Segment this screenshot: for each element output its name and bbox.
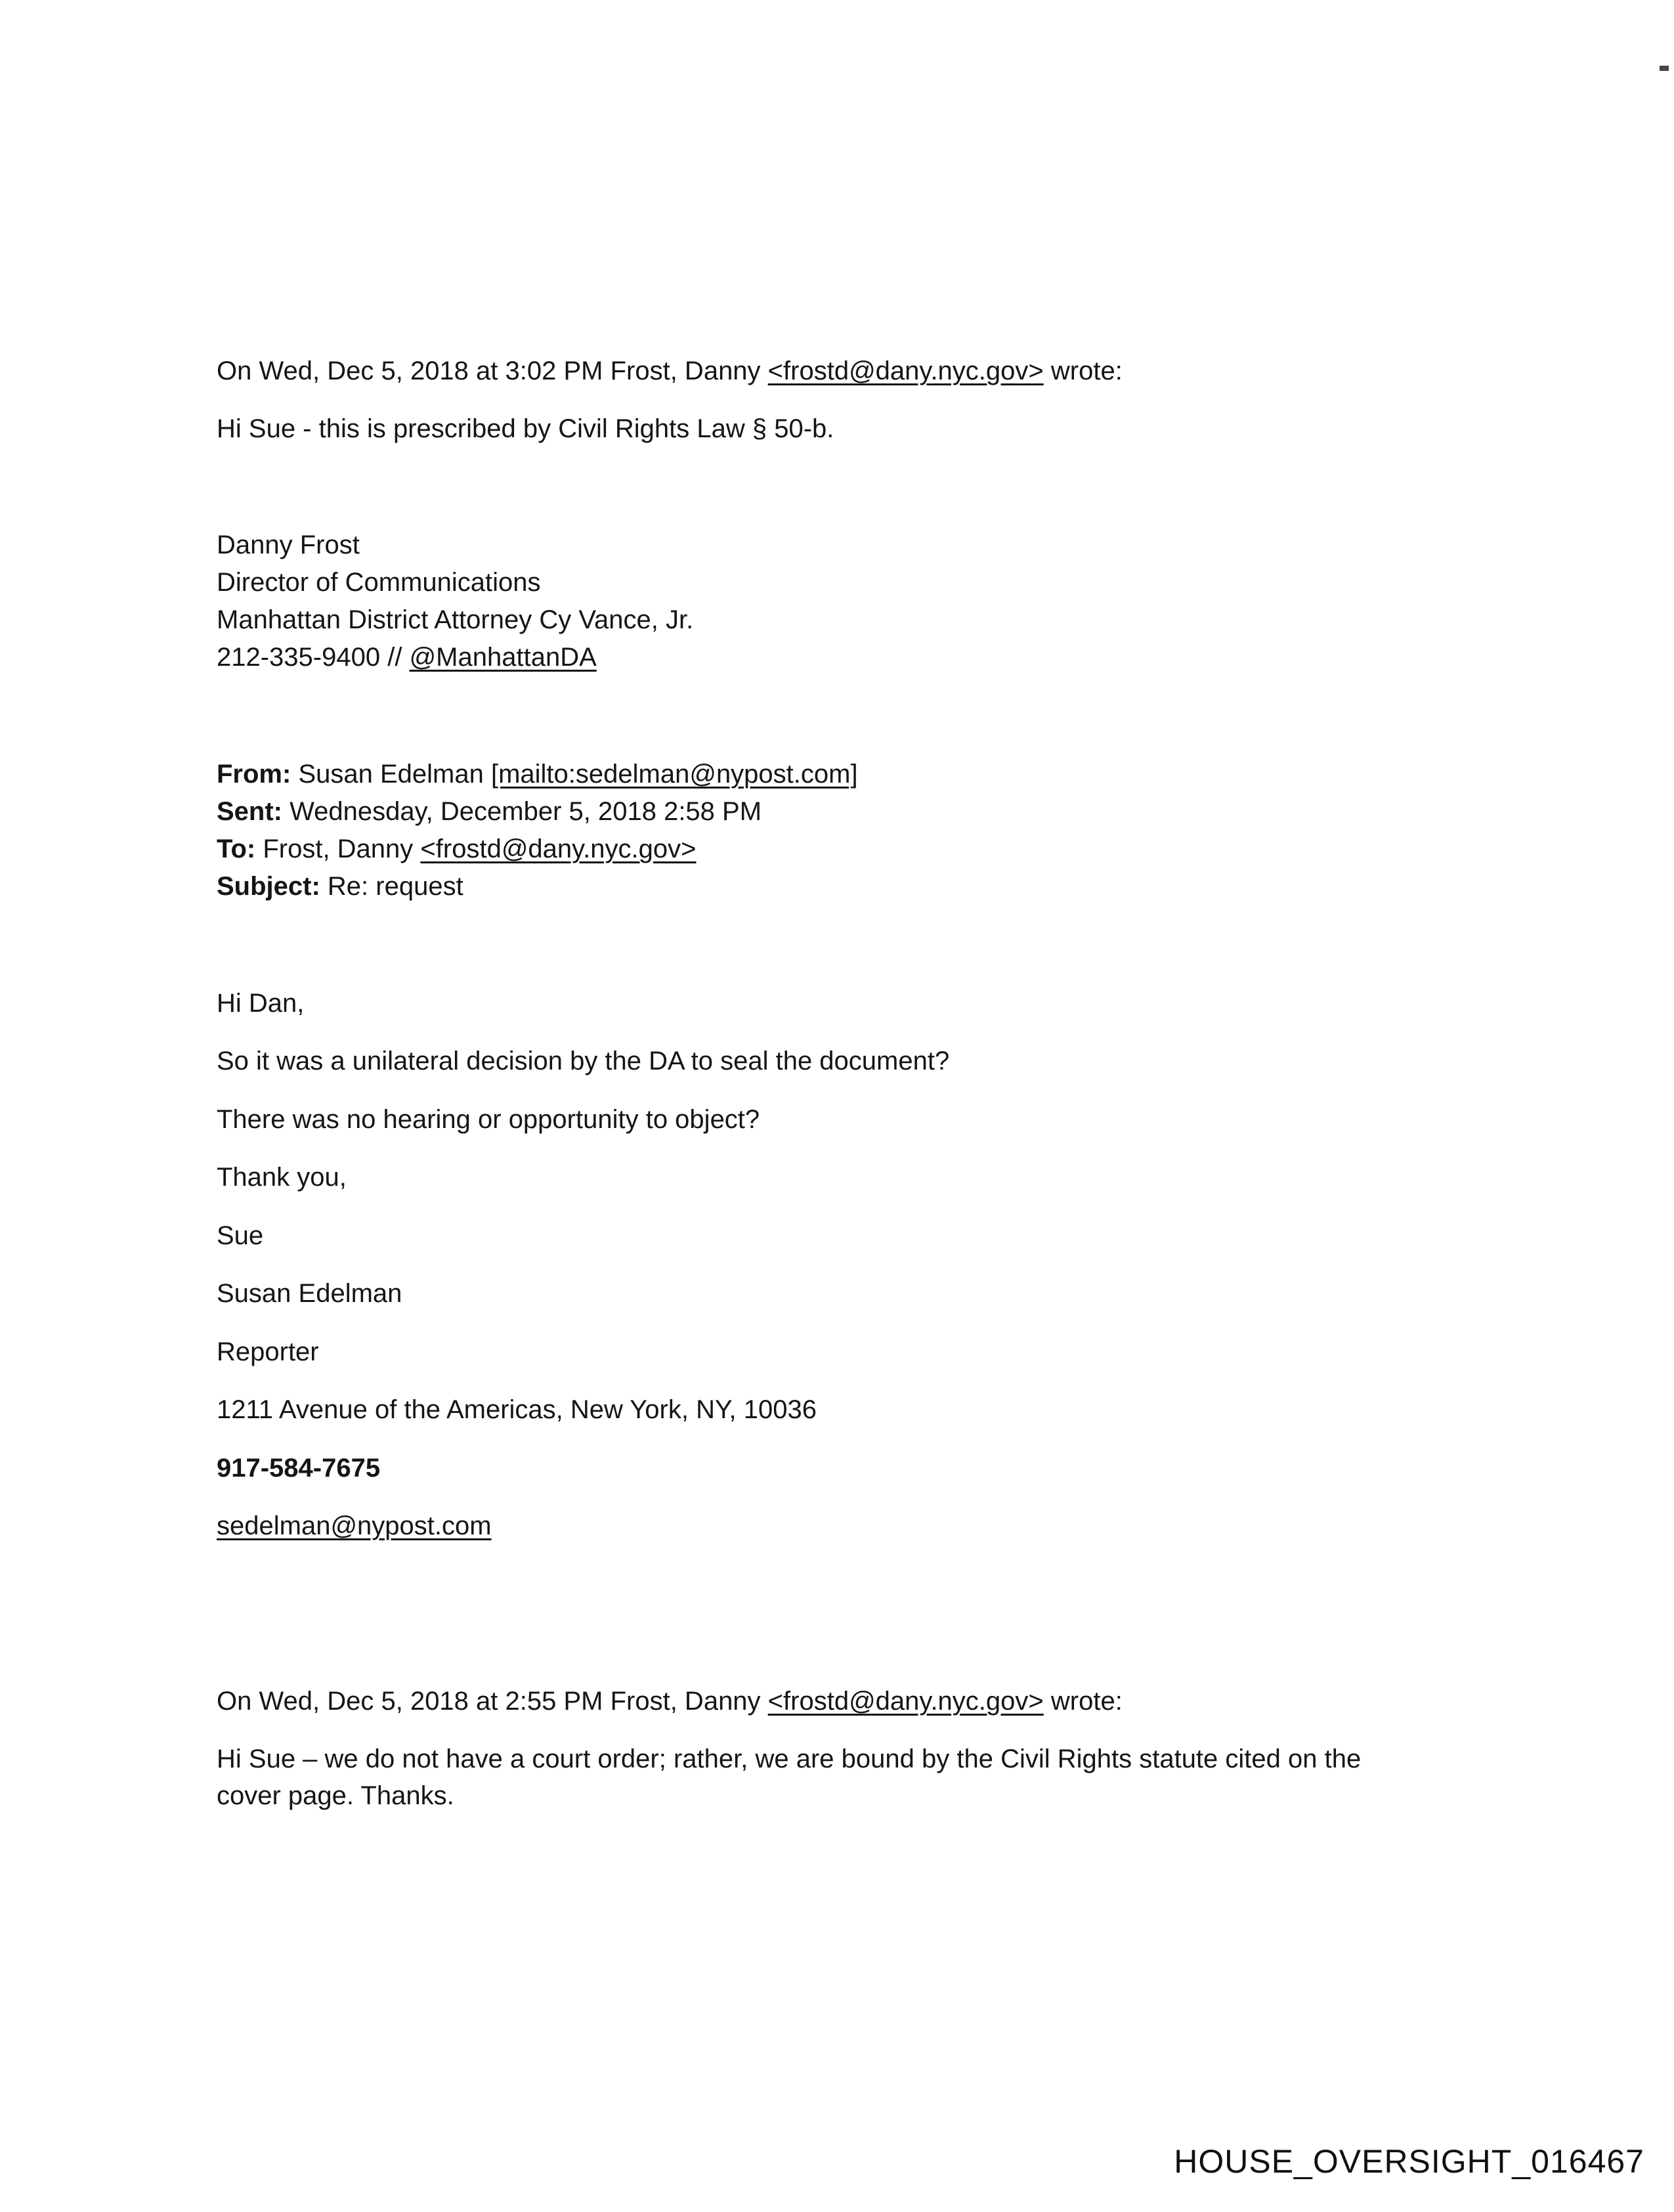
email1-header-text: On Wed, Dec 5, 2018 at 3:02 PM Frost, Danny — [217, 357, 768, 385]
signature-contact — [217, 639, 597, 676]
email1-body: Hi Sue - this is prescribed by Civil Rights Law § 50-b. — [217, 414, 834, 443]
email3-header-suffix: wrote: — [1043, 1687, 1123, 1716]
email2-line1: So it was a unilateral decision by the DA to seal the document? — [217, 1047, 950, 1075]
email1-sender-link[interactable]: <frostd@dany.nyc.gov> — [767, 357, 1044, 385]
from-label: From: — [217, 760, 291, 789]
email2-closing: Thank you, — [217, 1163, 347, 1192]
sent-value: Wednesday, December 5, 2018 2:58 PM — [282, 797, 762, 826]
to-name: Frost, Danny — [255, 835, 421, 863]
subject-label: Subject: — [217, 872, 320, 901]
signature-title: Director of Communications — [217, 568, 541, 597]
email3-header — [217, 1683, 1123, 1720]
email2-sig-email-link[interactable]: sedelman@nypost.com — [217, 1511, 492, 1540]
to-email-link[interactable]: <frostd@dany.nyc.gov> — [420, 835, 697, 863]
signature-name: Danny Frost — [217, 531, 360, 559]
subject-value: Re: request — [320, 872, 463, 901]
scan-mark — [1660, 66, 1669, 71]
from-mailto-link[interactable]: [mailto:sedelman@nypost.com] — [490, 760, 858, 789]
email3-body: Hi Sue – we do not have a court order; rather, we are bound by the Civil Rights statute cited on the cover page. Thanks. — [217, 1745, 1362, 1810]
sent-label: Sent: — [217, 797, 282, 826]
sent-line — [217, 793, 762, 830]
email2-sig-title: Reporter — [217, 1337, 319, 1366]
email2-sig-address: 1211 Avenue of the Americas, New York, NY, 10036 — [217, 1395, 817, 1424]
signature-handle-link[interactable]: @ManhattanDA — [409, 643, 597, 672]
email2-line2: There was no hearing or opportunity to object? — [217, 1105, 760, 1134]
signature-org: Manhattan District Attorney Cy Vance, Jr. — [217, 605, 694, 634]
email2-signoff: Sue — [217, 1221, 264, 1250]
email2-sig-phone: 917-584-7675 — [217, 1454, 381, 1483]
to-line — [217, 831, 697, 867]
email2-greeting: Hi Dan, — [217, 989, 305, 1018]
email3-sender-link[interactable]: <frostd@dany.nyc.gov> — [767, 1687, 1044, 1716]
email1-header-suffix: wrote: — [1043, 357, 1123, 385]
signature-phone: 212-335-9400 // — [217, 643, 410, 672]
from-name: Susan Edelman — [291, 760, 491, 789]
email1-header — [217, 353, 1123, 389]
email3-header-text: On Wed, Dec 5, 2018 at 2:55 PM Frost, Danny — [217, 1687, 768, 1716]
bates-number: HOUSE_OVERSIGHT_016467 — [1174, 2143, 1644, 2180]
email2-sig-name: Susan Edelman — [217, 1279, 402, 1308]
from-line — [217, 756, 858, 792]
to-label: To: — [217, 835, 256, 863]
subject-line — [217, 868, 463, 905]
